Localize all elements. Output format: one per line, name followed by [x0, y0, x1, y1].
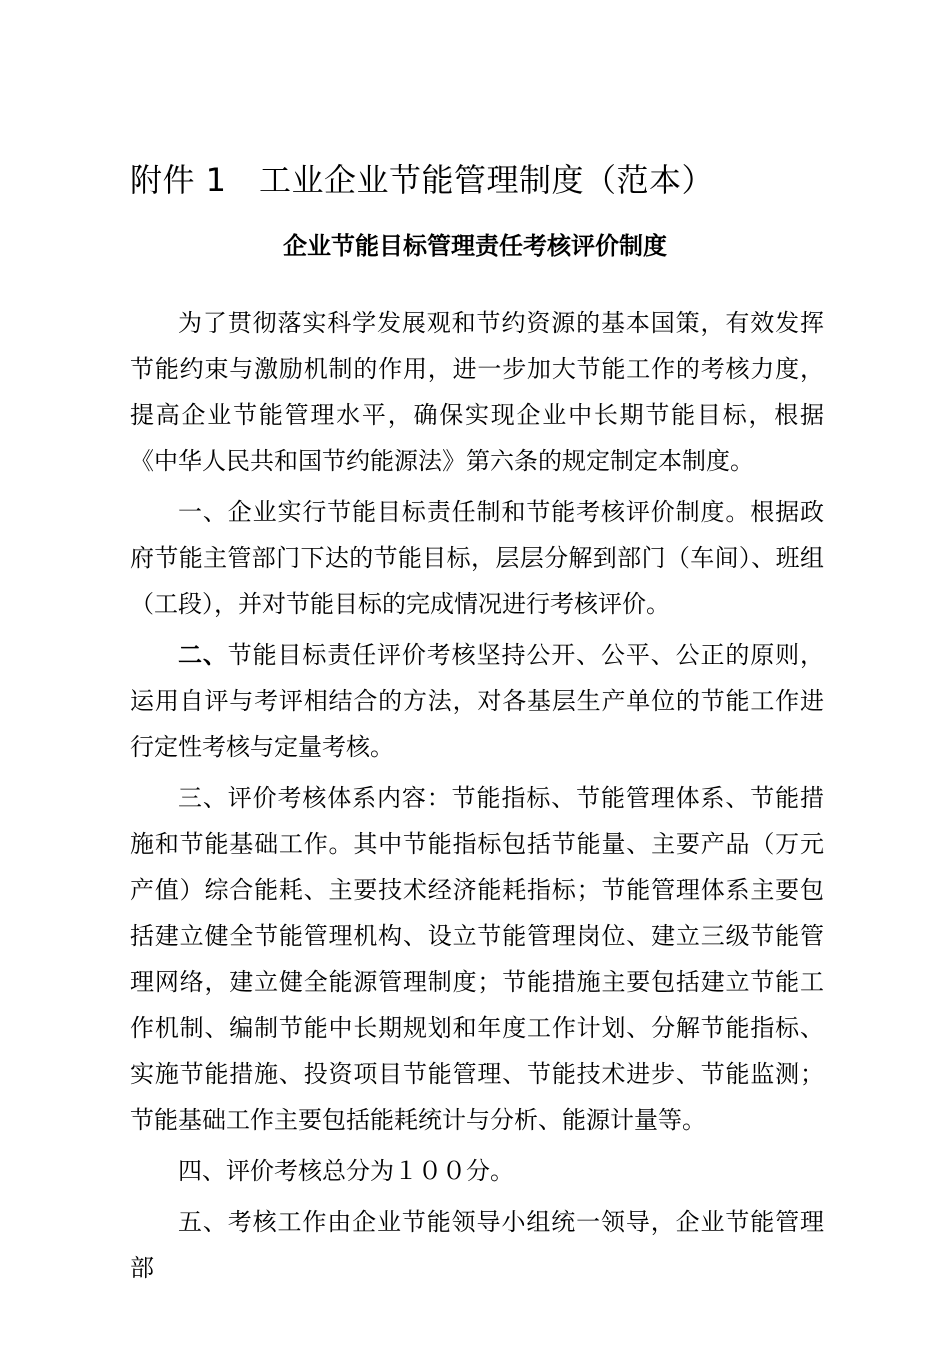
paragraph-text: 五、考核工作由企业节能领导小组统一领导，企业节能管理部	[130, 1208, 824, 1282]
paragraph-item-4	[130, 1148, 824, 1194]
paragraph-lead: 二、	[178, 640, 228, 669]
paragraph-item-1	[130, 489, 824, 627]
paragraph-intro	[130, 300, 824, 484]
paragraph-text: 为了贯彻落实科学发展观和节约资源的基本国策，有效发挥节能约束与激励机制的作用，进一步加大节能工作的考核力度，提高企业节能管理水平，确保实现企业中长期节能目标，根据《中华人民共和国节约能源法》第六条的规定制定本制度。	[130, 309, 824, 475]
document-body	[130, 300, 824, 1296]
document-subtitle: 企业节能目标管理责任考核评价制度	[283, 231, 667, 260]
paragraph-text: 节能目标责任评价考核坚持公开、公平、公正的原则，运用自评与考评相结合的方法，对各基层生产单位的节能工作进行定性考核与定量考核。	[130, 641, 825, 761]
paragraph-text: 四、评价考核总分为１００分。	[178, 1157, 514, 1185]
paragraph-text: 一、企业实行节能目标责任制和节能考核评价制度。根据政府节能主管部门下达的节能目标，层层分解到部门（车间）、班组（工段），并对节能目标的完成情况进行考核评价。	[130, 498, 824, 618]
paragraph-item-2	[130, 632, 824, 770]
paragraph-text: 三、评价考核体系内容：节能指标、节能管理体系、节能措施和节能基础工作。其中节能指标包括节能量、主要产品（万元产值）综合能耗、主要技术经济能耗指标；节能管理体系主要包括建立健全节能管理机构、设立节能管理岗位、建立三级节能管理网络，建立健全能源管理制度；节能措施主要包括建立节能工作机制、编制节能中长期规划和年度工作计划、分解节能指标、实施节能措施、投资项目节能管理、节能技术进步、节能监测；节能基础工作主要包括能耗统计与分析、能源计量等。	[130, 784, 824, 1134]
paragraph-item-5	[130, 1199, 824, 1291]
document-title: 附件 1 工业企业节能管理制度（范本）	[130, 161, 715, 199]
paragraph-item-3	[130, 775, 824, 1143]
